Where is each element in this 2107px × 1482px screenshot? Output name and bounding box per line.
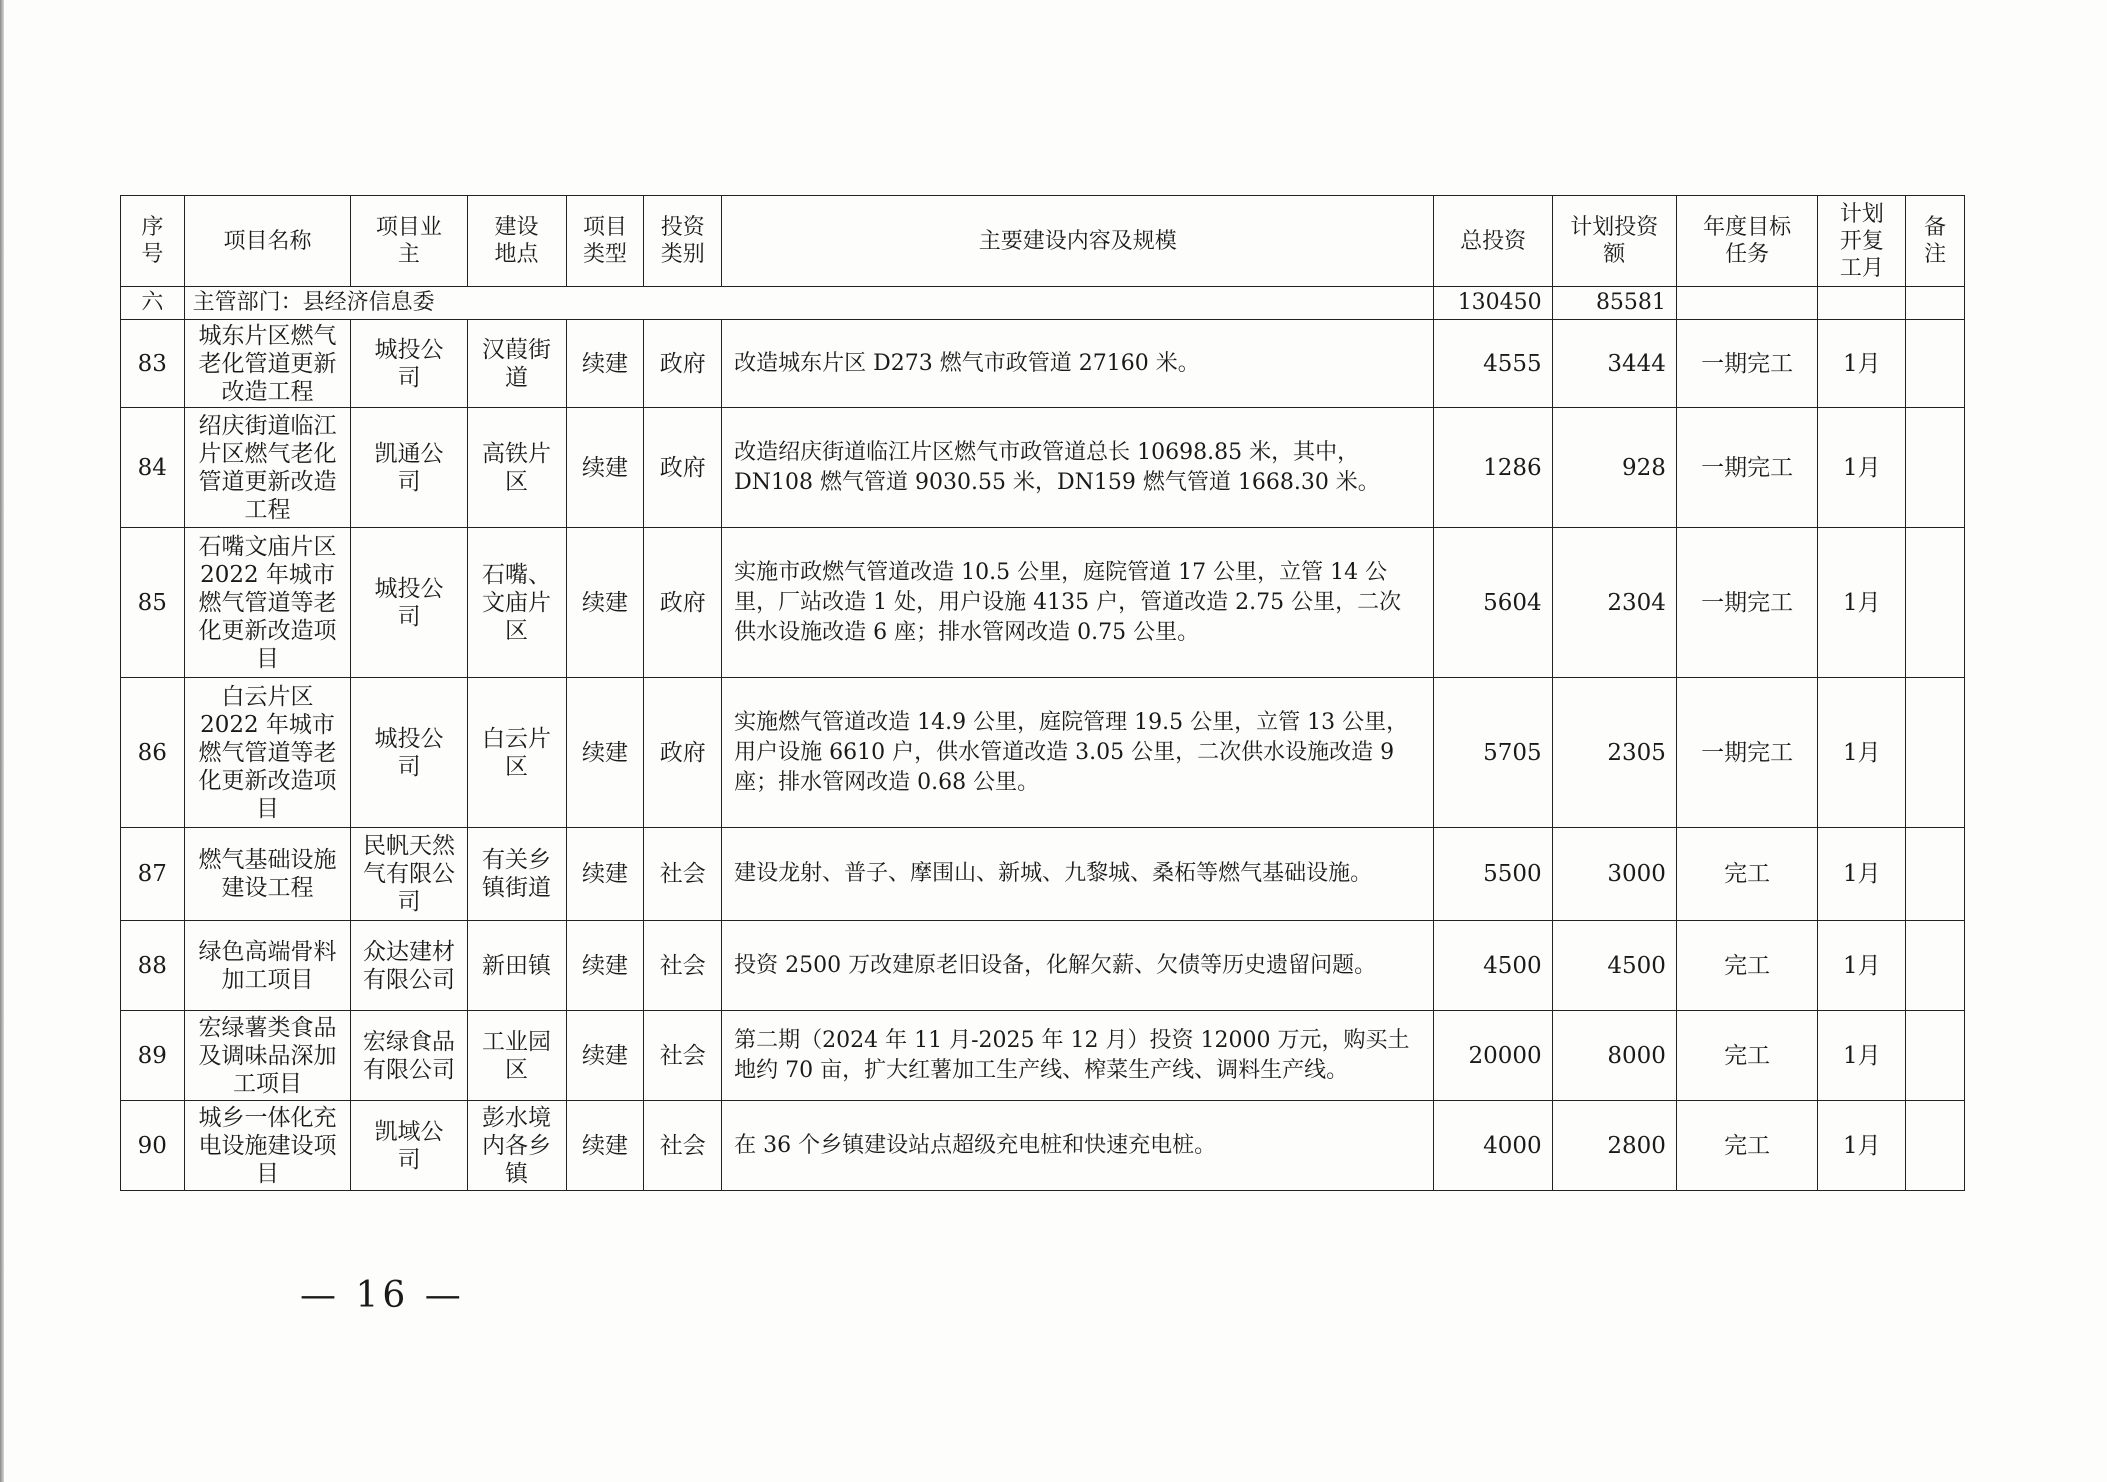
cell-project-type: 续建 <box>566 678 644 828</box>
cell-remark <box>1906 921 1965 1011</box>
cell-remark <box>1906 1101 1965 1191</box>
cell-planned: 3000 <box>1552 828 1676 921</box>
page-number: — 16 — <box>300 1275 465 1316</box>
section-planned: 85581 <box>1552 287 1676 320</box>
cell-target: 一期完工 <box>1676 408 1817 528</box>
cell-remark <box>1906 320 1965 408</box>
section-label: 主管部门：县经济信息委 <box>184 287 1434 320</box>
cell-content: 改造绍庆街道临江片区燃气市政管道总长 10698.85 米，其中，DN108 燃气管道 9030.55 米，DN159 燃气管道 1668.30 米。 <box>722 408 1434 528</box>
cell-total: 1286 <box>1434 408 1552 528</box>
cell-month: 1月 <box>1818 408 1906 528</box>
cell-total: 4500 <box>1434 921 1552 1011</box>
cell-name: 燃气基础设施建设工程 <box>184 828 351 921</box>
cell-name: 宏绿薯类食品及调味品深加工项目 <box>184 1011 351 1101</box>
cell-seq: 89 <box>121 1011 185 1101</box>
cell-investment-type: 政府 <box>644 320 722 408</box>
table-row <box>121 320 1965 408</box>
cell-name: 城乡一体化充电设施建设项目 <box>184 1101 351 1191</box>
cell-project-type: 续建 <box>566 921 644 1011</box>
cell-location: 高铁片区 <box>467 408 566 528</box>
cell-remark <box>1906 1011 1965 1101</box>
cell-remark <box>1906 678 1965 828</box>
cell-month: 1月 <box>1818 1101 1906 1191</box>
table-row <box>121 1101 1965 1191</box>
cell-project-type: 续建 <box>566 828 644 921</box>
cell-seq: 86 <box>121 678 185 828</box>
cell-target: 完工 <box>1676 921 1817 1011</box>
cell-content: 实施市政燃气管道改造 10.5 公里，庭院管道 17 公里，立管 14 公里，厂站改造 1 处，用户设施 4135 户，管道改造 2.75 公里，二次供水设施改造 6 座；排水管网改造 0.75 公里。 <box>722 528 1434 678</box>
cell-total: 5705 <box>1434 678 1552 828</box>
cell-month: 1月 <box>1818 528 1906 678</box>
cell-project-type: 续建 <box>566 1101 644 1191</box>
header-total: 总投资 <box>1434 196 1552 287</box>
cell-investment-type: 社会 <box>644 1101 722 1191</box>
cell-name: 城东片区燃气老化管道更新改造工程 <box>184 320 351 408</box>
cell-content: 建设龙射、普子、摩围山、新城、九黎城、桑柘等燃气基础设施。 <box>722 828 1434 921</box>
cell-content: 实施燃气管道改造 14.9 公里，庭院管理 19.5 公里，立管 13 公里，用户设施 6610 户，供水管道改造 3.05 公里，二次供水设施改造 9 座；排水管网改造 0.68 公里。 <box>722 678 1434 828</box>
cell-investment-type: 社会 <box>644 828 722 921</box>
cell-name: 绿色高端骨料加工项目 <box>184 921 351 1011</box>
project-table <box>120 195 1965 1191</box>
cell-target: 一期完工 <box>1676 320 1817 408</box>
cell-seq: 85 <box>121 528 185 678</box>
header-investment-type: 投资类别 <box>644 196 722 287</box>
cell-location: 汉葭街道 <box>467 320 566 408</box>
header-seq: 序号 <box>121 196 185 287</box>
cell-planned: 2304 <box>1552 528 1676 678</box>
cell-planned: 2305 <box>1552 678 1676 828</box>
cell-owner: 民帆天然气有限公司 <box>351 828 467 921</box>
cell-investment-type: 社会 <box>644 1011 722 1101</box>
cell-location: 新田镇 <box>467 921 566 1011</box>
cell-month: 1月 <box>1818 320 1906 408</box>
cell-location: 有关乡镇街道 <box>467 828 566 921</box>
cell-investment-type: 政府 <box>644 678 722 828</box>
cell-target: 完工 <box>1676 1101 1817 1191</box>
header-location: 建设地点 <box>467 196 566 287</box>
cell-project-type: 续建 <box>566 1011 644 1101</box>
cell-content: 第二期（2024 年 11 月-2025 年 12 月）投资 12000 万元，购买土地约 70 亩，扩大红薯加工生产线、榨菜生产线、调料生产线。 <box>722 1011 1434 1101</box>
section-month <box>1818 287 1906 320</box>
cell-owner: 凯通公司 <box>351 408 467 528</box>
table-row <box>121 408 1965 528</box>
cell-planned: 2800 <box>1552 1101 1676 1191</box>
cell-owner: 众达建材有限公司 <box>351 921 467 1011</box>
cell-planned: 3444 <box>1552 320 1676 408</box>
cell-owner: 城投公司 <box>351 320 467 408</box>
cell-planned: 928 <box>1552 408 1676 528</box>
table-header-row <box>121 196 1965 287</box>
table-row <box>121 828 1965 921</box>
cell-remark <box>1906 828 1965 921</box>
cell-month: 1月 <box>1818 828 1906 921</box>
cell-seq: 87 <box>121 828 185 921</box>
cell-remark <box>1906 528 1965 678</box>
cell-seq: 90 <box>121 1101 185 1191</box>
header-project-type: 项目类型 <box>566 196 644 287</box>
cell-target: 完工 <box>1676 1011 1817 1101</box>
section-remark <box>1906 287 1965 320</box>
cell-total: 4000 <box>1434 1101 1552 1191</box>
cell-total: 4555 <box>1434 320 1552 408</box>
table-row <box>121 921 1965 1011</box>
cell-content: 在 36 个乡镇建设站点超级充电桩和快速充电桩。 <box>722 1101 1434 1191</box>
cell-month: 1月 <box>1818 678 1906 828</box>
cell-name: 石嘴文庙片区 2022 年城市燃气管道等老化更新改造项目 <box>184 528 351 678</box>
cell-total: 5500 <box>1434 828 1552 921</box>
header-planned: 计划投资额 <box>1552 196 1676 287</box>
header-remark: 备注 <box>1906 196 1965 287</box>
cell-location: 彭水境内各乡镇 <box>467 1101 566 1191</box>
scan-left-edge <box>0 0 4 1482</box>
header-target: 年度目标任务 <box>1676 196 1817 287</box>
cell-seq: 84 <box>121 408 185 528</box>
cell-target: 一期完工 <box>1676 528 1817 678</box>
cell-location: 工业园区 <box>467 1011 566 1101</box>
cell-owner: 城投公司 <box>351 678 467 828</box>
cell-owner: 宏绿食品有限公司 <box>351 1011 467 1101</box>
cell-content: 改造城东片区 D273 燃气市政管道 27160 米。 <box>722 320 1434 408</box>
cell-name: 白云片区 2022 年城市燃气管道等老化更新改造项目 <box>184 678 351 828</box>
cell-location: 石嘴、文庙片区 <box>467 528 566 678</box>
cell-total: 5604 <box>1434 528 1552 678</box>
section-row <box>121 287 1965 320</box>
section-target <box>1676 287 1817 320</box>
cell-planned: 4500 <box>1552 921 1676 1011</box>
cell-remark <box>1906 408 1965 528</box>
header-month: 计划开复工月 <box>1818 196 1906 287</box>
cell-investment-type: 社会 <box>644 921 722 1011</box>
cell-name: 绍庆街道临江片区燃气老化管道更新改造工程 <box>184 408 351 528</box>
cell-planned: 8000 <box>1552 1011 1676 1101</box>
cell-project-type: 续建 <box>566 408 644 528</box>
section-total: 130450 <box>1434 287 1552 320</box>
header-owner: 项目业主 <box>351 196 467 287</box>
section-num: 六 <box>121 287 185 320</box>
cell-content: 投资 2500 万改建原老旧设备，化解欠薪、欠债等历史遗留问题。 <box>722 921 1434 1011</box>
table-row <box>121 678 1965 828</box>
header-name: 项目名称 <box>184 196 351 287</box>
cell-location: 白云片区 <box>467 678 566 828</box>
cell-project-type: 续建 <box>566 320 644 408</box>
table-row <box>121 1011 1965 1101</box>
cell-month: 1月 <box>1818 921 1906 1011</box>
cell-investment-type: 政府 <box>644 528 722 678</box>
cell-owner: 凯域公司 <box>351 1101 467 1191</box>
cell-month: 1月 <box>1818 1011 1906 1101</box>
cell-total: 20000 <box>1434 1011 1552 1101</box>
cell-target: 完工 <box>1676 828 1817 921</box>
cell-target: 一期完工 <box>1676 678 1817 828</box>
header-content: 主要建设内容及规模 <box>722 196 1434 287</box>
cell-project-type: 续建 <box>566 528 644 678</box>
cell-seq: 88 <box>121 921 185 1011</box>
cell-seq: 83 <box>121 320 185 408</box>
cell-investment-type: 政府 <box>644 408 722 528</box>
table-row <box>121 528 1965 678</box>
cell-owner: 城投公司 <box>351 528 467 678</box>
